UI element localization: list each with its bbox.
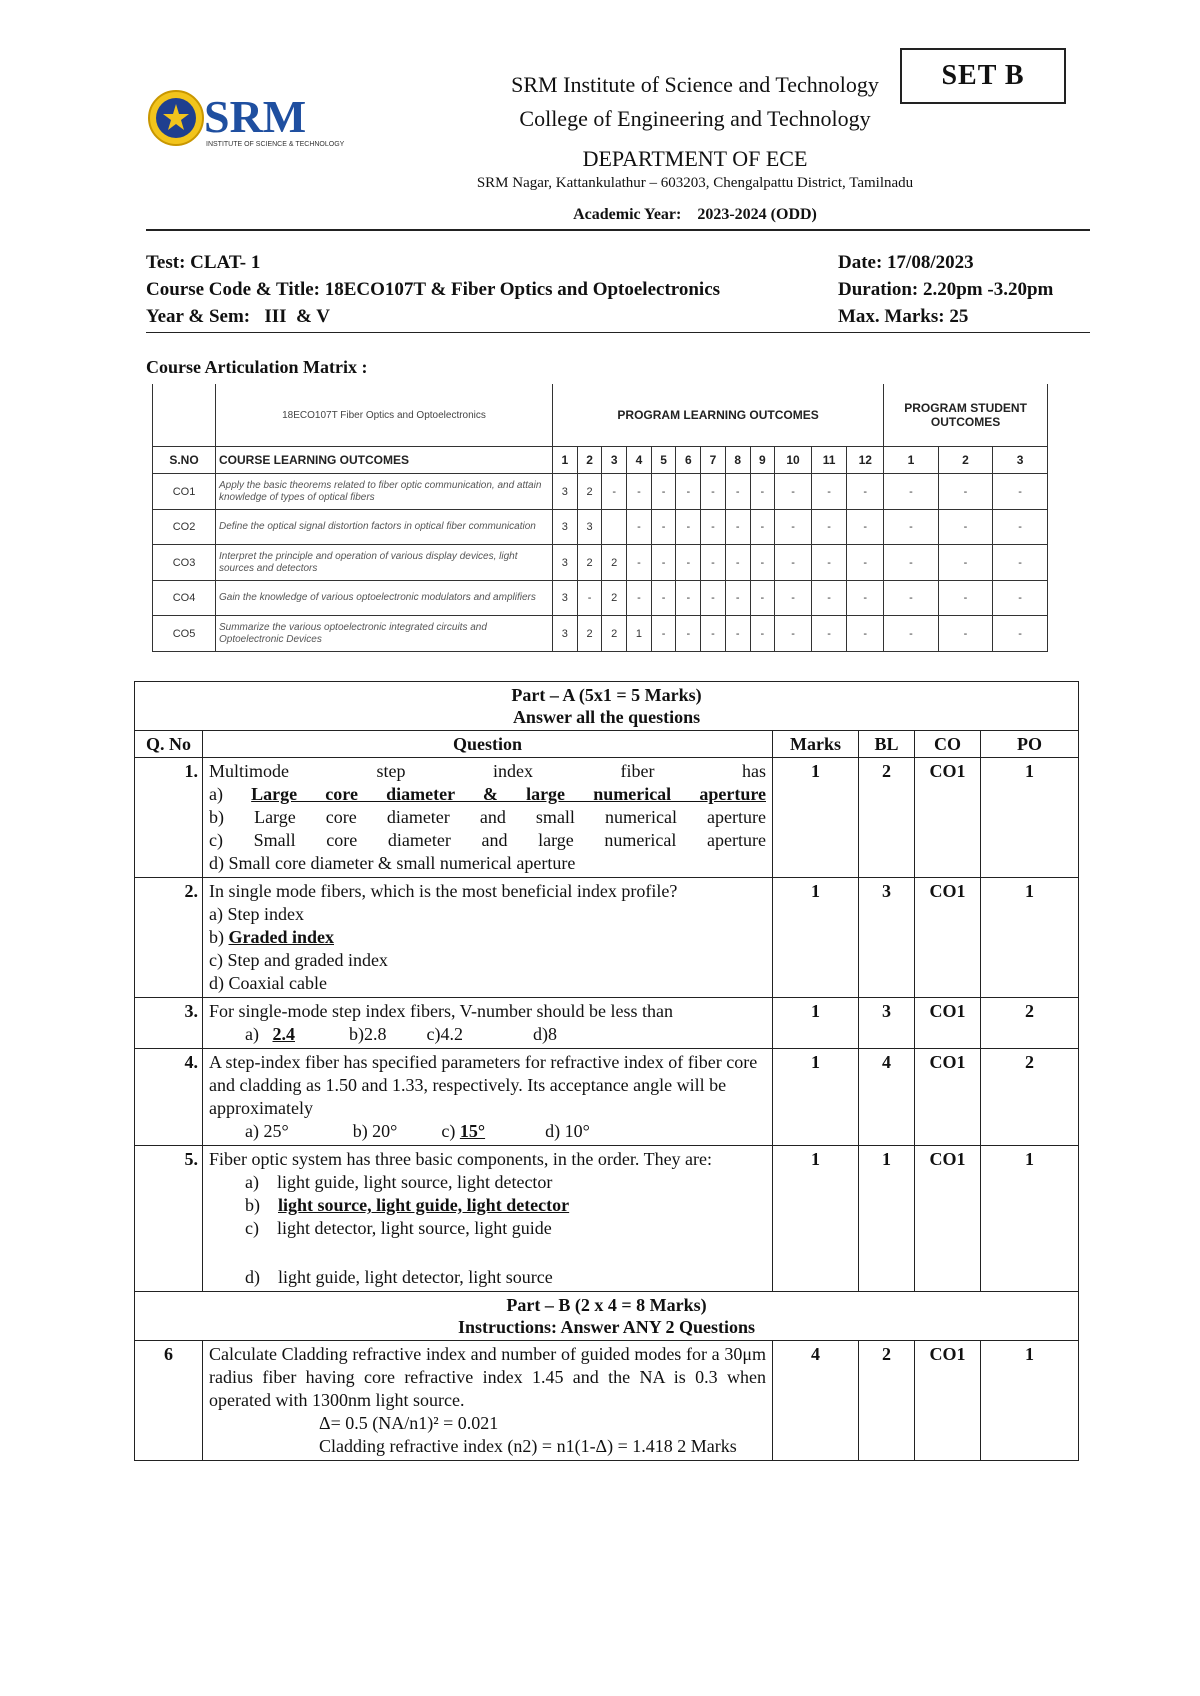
test-duration: Duration: 2.20pm -3.20pm: [838, 279, 1054, 300]
matrix-value: 2: [602, 545, 627, 581]
academic-year: [95, 206, 1200, 224]
part-b-instruction: Instructions: Answer ANY 2 Questions: [458, 1317, 756, 1337]
pso-num: 2: [938, 447, 993, 474]
co-outcome: Gain the knowledge of various optoelectronic modulators and amplifiers: [216, 580, 553, 616]
year-sem: Year & Sem: III & V: [146, 306, 331, 327]
matrix-value: 3: [553, 545, 578, 581]
option-d: d)8: [532, 1024, 557, 1044]
po-num: 10: [775, 447, 812, 474]
po-num: 5: [651, 447, 676, 474]
matrix-row: [153, 616, 1048, 652]
matrix-value: -: [811, 474, 846, 510]
question-body: [203, 878, 773, 998]
matrix-value: -: [775, 580, 812, 616]
matrix-value: -: [627, 474, 652, 510]
option-b: b) 20°: [352, 1121, 398, 1141]
co-label: CO3: [153, 545, 216, 581]
logo-subtext: INSTITUTE OF SCIENCE & TECHNOLOGY: [206, 141, 345, 148]
matrix-value: -: [676, 545, 701, 581]
po: 2: [981, 1049, 1079, 1146]
matrix-value: -: [993, 509, 1048, 545]
question-number: 1.: [135, 758, 203, 878]
marks: 1: [773, 758, 859, 878]
correct-answer: 15°: [459, 1121, 486, 1141]
plo-header: PROGRAM LEARNING OUTCOMES: [553, 384, 884, 447]
option-a: a) Step index: [209, 904, 304, 924]
po: 1: [981, 758, 1079, 878]
option-b: [209, 926, 766, 949]
matrix-value: -: [750, 580, 775, 616]
matrix-value: -: [884, 545, 939, 581]
matrix-value: -: [701, 509, 726, 545]
option-c: c): [441, 1121, 460, 1141]
question-row-2: [135, 878, 1079, 998]
option-c: c) Step and graded index: [209, 950, 388, 970]
matrix-value: 2: [602, 616, 627, 652]
co: CO1: [915, 758, 981, 878]
co-label: CO1: [153, 474, 216, 510]
option-d: d) 10°: [545, 1121, 590, 1141]
matrix-value: -: [884, 474, 939, 510]
matrix-value: -: [775, 509, 812, 545]
sno-header: S.NO: [153, 447, 216, 474]
po: 2: [981, 998, 1079, 1049]
matrix-value: -: [725, 509, 750, 545]
college-name: College of Engineering and Technology: [519, 106, 871, 131]
academic-year-value: 2023-2024 (ODD): [697, 206, 817, 223]
matrix-value: -: [993, 616, 1048, 652]
matrix-course-title: 18ECO107T Fiber Optics and Optoelectronics: [216, 384, 553, 447]
spacer: [209, 1240, 766, 1266]
matrix-value: 2: [602, 580, 627, 616]
matrix-value: -: [811, 580, 846, 616]
matrix-value: -: [701, 545, 726, 581]
matrix-value: [602, 509, 627, 545]
matrix-row: [153, 545, 1048, 581]
marks: 1: [773, 998, 859, 1049]
academic-year-label: Academic Year:: [573, 206, 682, 223]
option-letter: d): [245, 1267, 260, 1287]
question-body: [203, 1341, 773, 1461]
option-c: [209, 1217, 766, 1240]
test-label: Test: CLAT- 1: [146, 252, 261, 273]
co-label: CO2: [153, 509, 216, 545]
matrix-value: -: [938, 474, 993, 510]
option-text: light guide, light source, light detector: [276, 1172, 553, 1192]
matrix-value: -: [993, 580, 1048, 616]
part-b-heading-row: [135, 1292, 1079, 1341]
option-letter: a): [245, 1172, 259, 1192]
co: CO1: [915, 1049, 981, 1146]
option-a: [209, 783, 766, 806]
matrix-value: 3: [553, 580, 578, 616]
matrix-value: -: [775, 474, 812, 510]
po-num: 2: [577, 447, 602, 474]
co: CO1: [915, 998, 981, 1049]
co: CO1: [915, 1146, 981, 1292]
matrix-value: -: [775, 616, 812, 652]
option-b: b) Large core diameter and small numerical aperture: [209, 807, 766, 827]
po-num: 9: [750, 447, 775, 474]
option-d: [209, 1266, 766, 1289]
po-header: PO: [981, 731, 1079, 758]
matrix-body: [153, 474, 1048, 652]
test-date: Date: 17/08/2023: [838, 252, 974, 273]
option-b: b)2.8: [348, 1024, 387, 1044]
po-num: 4: [627, 447, 652, 474]
co-outcome: Summarize the various optoelectronic integrated circuits and Optoelectronic Devices: [216, 616, 553, 652]
bl: 3: [859, 878, 915, 998]
co-outcome: Interpret the principle and operation of various display devices, light sources and detectors: [216, 545, 553, 581]
question-row-1: [135, 758, 1079, 878]
question-body: [203, 1049, 773, 1146]
po-num: 12: [847, 447, 884, 474]
matrix-value: -: [725, 616, 750, 652]
matrix-value: 3: [553, 509, 578, 545]
option-d: d) Small core diameter & small numerical aperture: [209, 853, 576, 873]
bl-header: BL: [859, 731, 915, 758]
part-a-heading: [135, 682, 1079, 731]
marks: 4: [773, 1341, 859, 1461]
option-a: [209, 1171, 766, 1194]
set-badge: SET B: [900, 48, 1066, 104]
part-a-instruction: Answer all the questions: [512, 707, 701, 727]
max-marks: Max. Marks: 25: [838, 306, 969, 327]
pso-header: PROGRAM STUDENT OUTCOMES: [884, 384, 1048, 447]
question-number: 3.: [135, 998, 203, 1049]
bl: 3: [859, 998, 915, 1049]
matrix-value: -: [627, 545, 652, 581]
matrix-value: -: [884, 616, 939, 652]
matrix-value: -: [701, 474, 726, 510]
matrix-value: -: [577, 580, 602, 616]
marks: 1: [773, 1049, 859, 1146]
co-label: CO4: [153, 580, 216, 616]
matrix-value: -: [847, 509, 884, 545]
question-text: A step-index fiber has specified parameters for refractive index of fiber core and cladding as 1.50 and 1.33, respectively. Its acceptance angle will be approximately: [209, 1052, 758, 1118]
matrix-value: -: [725, 545, 750, 581]
option-text: light detector, light source, light guide: [276, 1218, 552, 1238]
matrix-value: -: [701, 616, 726, 652]
matrix-value: -: [847, 545, 884, 581]
matrix-row: [153, 509, 1048, 545]
po-num: 1: [553, 447, 578, 474]
clo-header: COURSE LEARNING OUTCOMES: [216, 447, 553, 474]
matrix-value: -: [750, 616, 775, 652]
option-letter: c): [245, 1218, 259, 1238]
part-a-heading-row: [135, 682, 1079, 731]
matrix-value: 2: [577, 474, 602, 510]
co: CO1: [915, 878, 981, 998]
matrix-value: -: [884, 509, 939, 545]
matrix-value: -: [938, 509, 993, 545]
matrix-value: -: [750, 474, 775, 510]
matrix-value: 3: [553, 616, 578, 652]
po-num: 8: [725, 447, 750, 474]
matrix-corner: [153, 384, 216, 447]
marks: 1: [773, 1146, 859, 1292]
question-row-5: [135, 1146, 1079, 1292]
options-line: [209, 1120, 766, 1143]
option-d: d) Coaxial cable: [209, 973, 327, 993]
matrix-value: -: [847, 474, 884, 510]
po-num: 3: [602, 447, 627, 474]
question-text: Calculate Cladding refractive index and number of guided modes for a 30μm radius fiber having core refractive index 1.45 and the NA is 0.3 when operated with 1300nm light source.: [209, 1344, 766, 1410]
matrix-value: -: [676, 474, 701, 510]
co: CO1: [915, 1341, 981, 1461]
question-row-3: [135, 998, 1079, 1049]
matrix-value: -: [676, 580, 701, 616]
correct-answer: Graded index: [228, 927, 335, 947]
po: 1: [981, 878, 1079, 998]
matrix-value: -: [938, 616, 993, 652]
institute-name: SRM Institute of Science and Technology: [511, 72, 879, 97]
matrix-row: [153, 474, 1048, 510]
option-prefix: b): [209, 927, 229, 947]
matrix-value: -: [651, 509, 676, 545]
matrix-value: -: [847, 580, 884, 616]
po-num: 7: [701, 447, 726, 474]
matrix-value: -: [938, 580, 993, 616]
pso-num: 3: [993, 447, 1048, 474]
matrix-value: -: [701, 580, 726, 616]
matrix-value: 2: [577, 616, 602, 652]
po: 1: [981, 1146, 1079, 1292]
matrix-value: -: [725, 474, 750, 510]
question-number: 5.: [135, 1146, 203, 1292]
marks-header: Marks: [773, 731, 859, 758]
matrix-value: -: [750, 545, 775, 581]
part-b-title: Part – B (2 x 4 = 8 Marks): [506, 1295, 707, 1315]
option-b: [209, 1194, 766, 1217]
matrix-value: -: [676, 509, 701, 545]
marks: 1: [773, 878, 859, 998]
option-a: a) 25°: [245, 1121, 289, 1141]
qno-header: Q. No: [135, 731, 203, 758]
matrix-value: 3: [577, 509, 602, 545]
bl: 2: [859, 1341, 915, 1461]
matrix-value: -: [651, 474, 676, 510]
column-header-row: [135, 731, 1079, 758]
question-number: 6: [135, 1341, 203, 1461]
matrix-value: -: [651, 616, 676, 652]
option-c: c) Small core diameter and large numerical aperture: [209, 830, 766, 850]
option-letter: b): [245, 1195, 260, 1215]
question-body: [203, 1146, 773, 1292]
matrix-value: -: [811, 509, 846, 545]
co-outcome: Define the optical signal distortion factors in optical fiber communication: [216, 509, 553, 545]
bl: 2: [859, 758, 915, 878]
question-text: For single-mode step index fibers, V-number should be less than: [209, 1001, 673, 1021]
question-row-4: [135, 1049, 1079, 1146]
question-row-6: [135, 1341, 1079, 1461]
part-b-heading: [135, 1292, 1079, 1341]
formula-delta: Δ= 0.5 (NA/n1)² = 0.021: [319, 1413, 499, 1433]
matrix-value: -: [651, 545, 676, 581]
info-rule: [146, 332, 1090, 333]
matrix-value: 3: [553, 474, 578, 510]
matrix-value: -: [993, 474, 1048, 510]
matrix-value: -: [651, 580, 676, 616]
correct-answer: 2.4: [272, 1024, 295, 1044]
question-number: 4.: [135, 1049, 203, 1146]
matrix-value: -: [993, 545, 1048, 581]
matrix-row: [153, 580, 1048, 616]
question-body: [203, 998, 773, 1049]
bl: 4: [859, 1049, 915, 1146]
matrix-value: -: [775, 545, 812, 581]
co-label: CO5: [153, 616, 216, 652]
option-prefix: a): [209, 784, 252, 804]
articulation-label: Course Articulation Matrix :: [146, 357, 368, 377]
po-num: 11: [811, 447, 846, 474]
matrix-value: -: [602, 474, 627, 510]
matrix-value: 2: [577, 545, 602, 581]
question-text: Multimode step index fiber has: [209, 761, 766, 781]
matrix-value: -: [750, 509, 775, 545]
matrix-value: -: [627, 580, 652, 616]
option-c: c)4.2: [426, 1024, 463, 1044]
matrix-value: -: [676, 616, 701, 652]
bl: 1: [859, 1146, 915, 1292]
question-text: Fiber optic system has three basic components, in the order. They are:: [209, 1149, 713, 1169]
question-body: [203, 758, 773, 878]
matrix-value: -: [811, 616, 846, 652]
matrix-value: -: [938, 545, 993, 581]
question-number: 2.: [135, 878, 203, 998]
matrix-value: -: [811, 545, 846, 581]
course-title: Course Code & Title: 18ECO107T & Fiber Optics and Optoelectronics: [146, 279, 721, 300]
correct-answer: Large core diameter & large numerical aperture: [251, 784, 766, 804]
question-paper: [134, 681, 1078, 1461]
department-name: DEPARTMENT OF ECE: [582, 146, 808, 171]
question-text: In single mode fibers, which is the most beneficial index profile?: [209, 881, 678, 901]
matrix-value: -: [847, 616, 884, 652]
matrix-number-row: [153, 447, 1048, 474]
header-rule: [146, 229, 1090, 231]
option-text: light guide, light detector, light source: [278, 1267, 553, 1287]
matrix-value: -: [627, 509, 652, 545]
co-header: CO: [915, 731, 981, 758]
matrix-value: 1: [627, 616, 652, 652]
address: SRM Nagar, Kattankulathur – 603203, Chengalpattu District, Tamilnadu: [476, 175, 914, 191]
option-a: a): [245, 1024, 259, 1044]
matrix-value: -: [725, 580, 750, 616]
articulation-matrix: [152, 384, 1048, 652]
po-num: 6: [676, 447, 701, 474]
matrix-value: -: [884, 580, 939, 616]
formula-cladding: Cladding refractive index (n2) = n1(1-Δ) = 1.418 2 Marks: [319, 1436, 737, 1456]
question-header: Question: [203, 731, 773, 758]
logo-text: SRM: [204, 91, 307, 142]
part-a-title: Part – A (5x1 = 5 Marks): [511, 685, 702, 705]
pso-num: 1: [884, 447, 939, 474]
correct-answer: light source, light guide, light detector: [278, 1195, 570, 1215]
po: 1: [981, 1341, 1079, 1461]
options-line: [209, 1023, 766, 1046]
co-outcome: Apply the basic theorems related to fiber optic communication, and attain knowledge of types of optical fibers: [216, 474, 553, 510]
